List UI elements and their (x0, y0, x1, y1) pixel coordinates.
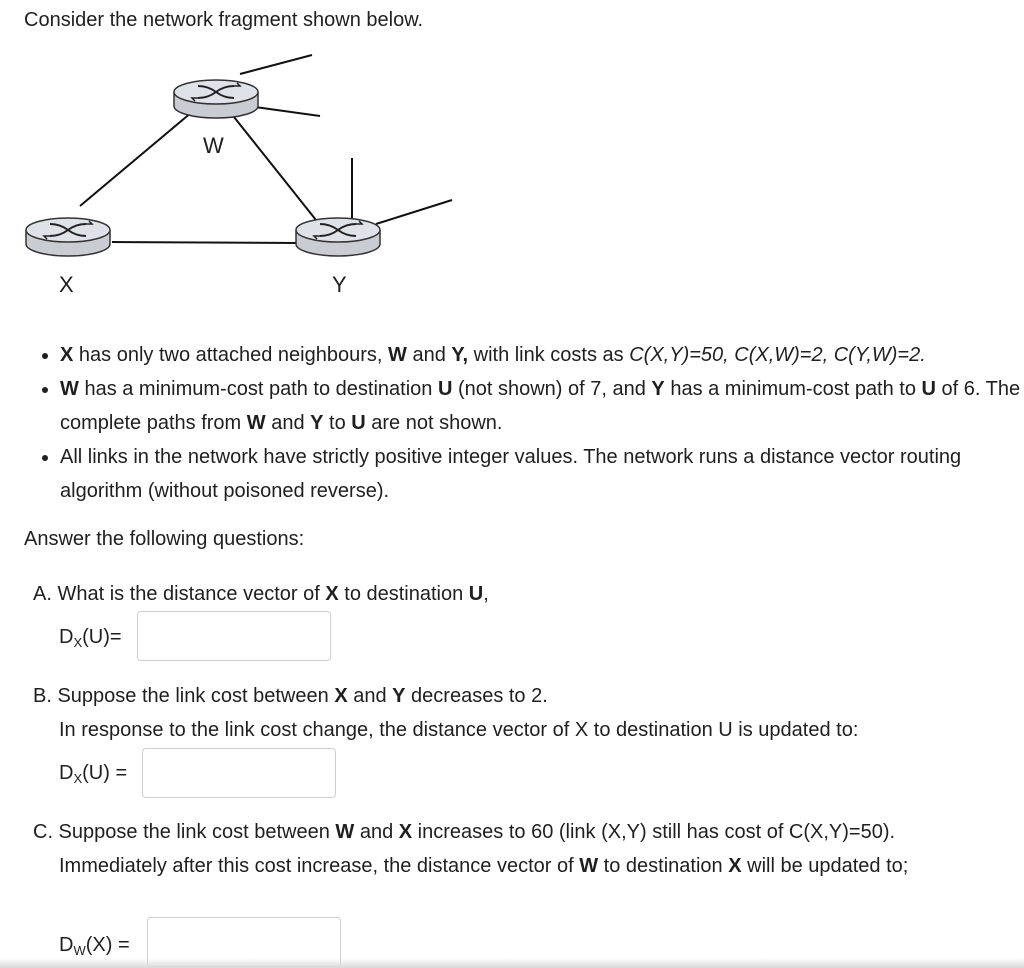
question-b (33, 679, 1003, 747)
italic-text: C(X,Y)=50, C(X,W)=2, C(Y,W)=2. (629, 344, 926, 366)
bottom-fade (0, 958, 1024, 968)
text: All links in the network have strictly positive integer values. The network runs a distance vector routing algorithm (without poisoned reverse). (60, 446, 962, 502)
bold-text: X (398, 821, 413, 843)
text: (not shown) of 7, and (452, 378, 652, 400)
intro-text: Consider the network fragment shown below. (24, 9, 424, 31)
text: and (406, 344, 452, 366)
text: , (483, 583, 489, 605)
answer-a-input[interactable] (137, 611, 331, 661)
fact-item (60, 372, 1024, 440)
node-label-x: X (59, 272, 74, 297)
text: has a minimum-cost path to (664, 378, 922, 400)
bold-text: Y (310, 412, 324, 434)
bold-text: U (351, 412, 366, 434)
text: In response to the link cost change, the distance vector of X to destination U is updated to: (59, 719, 859, 741)
question-c-line2 (33, 849, 1008, 883)
node-label-w: W (203, 133, 224, 158)
bold-text: Y (392, 685, 406, 707)
link-w-y (230, 112, 316, 220)
question-c (33, 815, 1008, 883)
text: has only two attached neighbours, (73, 344, 388, 366)
question-a (33, 577, 489, 611)
answer-b-label (59, 762, 127, 786)
fact-item (60, 338, 1024, 372)
link-w-ext2 (255, 107, 320, 116)
subscript: X (73, 635, 83, 650)
fact-item (60, 440, 1024, 508)
answer-heading: Answer the following questions: (24, 528, 305, 550)
text: D (59, 762, 74, 784)
router-x-icon (26, 218, 110, 256)
text: are not shown. (365, 412, 503, 434)
link-x-w (80, 112, 192, 206)
text: Immediately after this cost increase, the distance vector of (59, 855, 580, 877)
bold-text: X (334, 685, 348, 707)
bold-text: X (728, 855, 742, 877)
text: B. Suppose the link cost between (33, 685, 335, 707)
link-x-y (112, 242, 300, 243)
router-y-icon (296, 218, 380, 256)
text: to destination (338, 583, 469, 605)
link-w-ext1 (240, 55, 312, 74)
bold-text: W (579, 855, 599, 877)
subscript: W (73, 943, 86, 958)
links (80, 55, 452, 243)
text: (X) = (85, 934, 130, 956)
text: (U)= (82, 626, 122, 648)
text: D (59, 626, 74, 648)
bold-text: Y (651, 378, 665, 400)
text: and (354, 821, 399, 843)
facts-list (24, 338, 1024, 508)
text: will be updated to; (741, 855, 909, 877)
bold-text: U (468, 583, 484, 605)
answer-a-label (59, 626, 122, 650)
answer-c-label (59, 934, 130, 958)
link-y-ext2 (376, 200, 452, 224)
bold-text: W (388, 344, 407, 366)
text: has a minimum-cost path to destination (78, 378, 438, 400)
text: of 6. The complete paths from (60, 378, 1021, 434)
text: increases to 60 (link (X,Y) still has cost of C(X,Y)=50). (412, 821, 896, 843)
router-w-icon (174, 80, 258, 118)
bold-text: U (921, 378, 936, 400)
bold-text: Y, (451, 344, 469, 366)
text: to destination (598, 855, 729, 877)
node-label-y: Y (332, 272, 347, 297)
network-diagram (0, 40, 480, 260)
answer-b-input[interactable] (142, 748, 336, 798)
bold-text: X (60, 344, 74, 366)
text: with link costs as (468, 344, 630, 366)
text: C. Suppose the link cost between (33, 821, 336, 843)
text: D (59, 934, 74, 956)
text: A. What is the distance vector of (33, 583, 326, 605)
bold-text: W (335, 821, 355, 843)
text: and (347, 685, 393, 707)
text: to (323, 412, 352, 434)
subscript: X (73, 771, 83, 786)
bold-text: W (60, 378, 79, 400)
text: decreases to 2. (405, 685, 548, 707)
bold-text: X (325, 583, 339, 605)
bold-text: W (246, 412, 266, 434)
bold-text: U (437, 378, 453, 400)
text: and (265, 412, 311, 434)
text: (U) = (82, 762, 128, 784)
